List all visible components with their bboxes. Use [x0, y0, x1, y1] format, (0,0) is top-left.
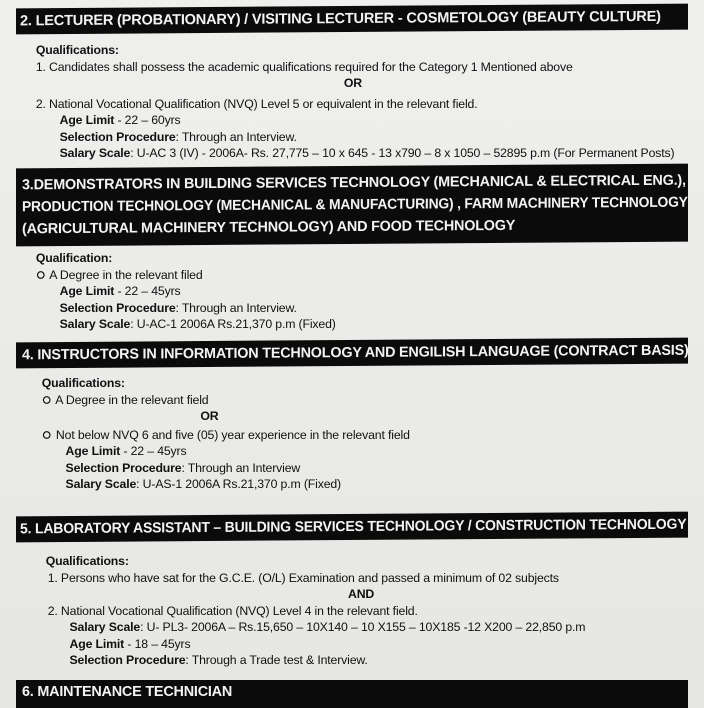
s3-age-label: Age Limit — [59, 284, 115, 298]
s5-sel-label: Selection Procedure — [69, 653, 186, 667]
section-3-header — [16, 164, 688, 247]
s5-age-label: Age Limit — [69, 636, 125, 651]
s4-or-separator: OR — [200, 409, 219, 423]
section-3-title-line-1: 3.DEMONSTRATORS IN BUILDING SERVICES TECHNOLOGY (MECHANICAL & ELECTRICAL ENG.), — [22, 172, 686, 194]
section-3-title-line-2: PRODUCTION TECHNOLOGY (MECHANICAL & MANUFACTURING) , FARM MACHINERY TECHNOLOGY — [22, 194, 688, 216]
s4-sel-label: Selection Procedure — [65, 460, 182, 475]
section-3 — [16, 166, 688, 333]
section-4 — [16, 340, 688, 493]
s5-age-value: - 18 – 45yrs — [124, 636, 191, 651]
s3-bullet-text: A Degree in the relevant filed — [49, 267, 203, 282]
hollow-bullet-icon — [36, 268, 47, 279]
s4-sal-label: Salary Scale — [65, 477, 137, 491]
s3-age-limit — [16, 283, 682, 300]
s4-age-limit — [16, 443, 682, 460]
s5-salary-scale — [16, 619, 682, 636]
s4-bullet-text-2: Not below NVQ 6 and five (05) year experience in the relevant field — [55, 427, 410, 442]
s2-sal-label: Salary Scale — [59, 146, 131, 160]
s3-bullet-item — [16, 267, 682, 284]
s2-salary-scale — [16, 145, 682, 162]
s5-sal-label: Salary Scale — [69, 620, 141, 634]
section-6-header — [16, 680, 688, 708]
s5-age-limit — [16, 636, 682, 653]
section-2-header — [16, 4, 688, 35]
s2-sal-value: : U-AC 3 (IV) - 2006A- Rs. 27,775 – 10 x 645 - 13 x790 – 8 x 1050 – 52895 p.m (For Permanent Posts) — [130, 146, 675, 160]
s3-selection-procedure — [16, 300, 682, 317]
s5-sel-value: : Through a Trade test & Interview. — [185, 653, 368, 667]
section-4-title: 4. INSTRUCTORS IN INFORMATION TECHNOLOGY AND ENGILISH LANGUAGE (CONTRACT BASIS) — [22, 342, 689, 364]
s5-qualifications-title: Qualifications: — [45, 554, 129, 568]
s5-qualification-2: 2. National Vocational Qualification (NVQ) Level 4 in the relevant field. — [47, 603, 418, 618]
section-2 — [16, 6, 688, 162]
s2-age-label: Age Limit — [59, 113, 115, 127]
hollow-bullet-icon — [42, 428, 53, 439]
section-3-title-line-3: (AGRICULTURAL MACHINERY TECHNOLOGY) AND FOOD TECHNOLOGY — [22, 217, 516, 238]
hollow-bullet-icon — [42, 393, 53, 404]
s5-sal-value: : U- PL3- 2006A – Rs.15,650 – 10X140 – 10 X155 – 10X185 -12 X200 – 22,850 p.m — [140, 620, 586, 634]
section-2-title: 2. LECTURER (PROBATIONARY) / VISITING LECTURER - COSMETOLOGY (BEAUTY CULTURE) — [20, 8, 661, 30]
section-4-header — [16, 338, 688, 369]
s3-sel-label: Selection Procedure — [59, 300, 176, 315]
s2-qualification-2: 2. National Vocational Qualification (NVQ) Level 5 or equivalent in the relevant field. — [35, 96, 478, 111]
s4-selection-procedure — [16, 460, 682, 477]
section-5-header — [16, 512, 688, 543]
section-6-title: 6. MAINTENANCE TECHNICIAN — [22, 684, 233, 700]
s2-qualifications-title: Qualifications: — [35, 43, 119, 57]
s4-age-label: Age Limit — [65, 444, 121, 458]
s5-qualification-1: 1. Persons who have sat for the G.C.E. (O/L) Examination and passed a minimum of 02 subjects — [47, 570, 559, 585]
s2-sel-label: Selection Procedure — [59, 129, 176, 144]
s5-and-separator: AND — [347, 587, 375, 601]
s4-bullet-text-1: A Degree in the relevant field — [55, 392, 209, 407]
s2-selection-procedure — [16, 129, 682, 146]
section-5 — [16, 514, 688, 669]
s3-sal-label: Salary Scale — [59, 317, 131, 331]
s3-qualification-title: Qualification: — [35, 251, 113, 265]
s3-age-value: - 22 – 45yrs — [114, 284, 181, 298]
s2-or-separator: OR — [343, 76, 362, 90]
s4-sal-value: : U-AS-1 2006A Rs.21,370 p.m (Fixed) — [136, 477, 342, 491]
s2-age-value: - 22 – 60yrs — [114, 113, 181, 127]
section-5-title: 5. LABORATORY ASSISTANT – BUILDING SERVICES TECHNOLOGY / CONSTRUCTION TECHNOLOGY — [20, 516, 687, 538]
s4-bullet-item-1 — [16, 392, 682, 409]
s4-age-value: - 22 – 45yrs — [120, 444, 187, 458]
s3-sel-value: : Through an Interview. — [175, 300, 297, 315]
s4-sel-value: : Through an Interview — [181, 460, 301, 475]
s4-qualifications-title: Qualifications: — [41, 376, 125, 390]
s3-salary-scale — [16, 316, 682, 333]
s2-age-limit — [16, 112, 682, 129]
s3-sal-value: : U-AC-1 2006A Rs.21,370 p.m (Fixed) — [130, 317, 336, 331]
s2-sel-value: : Through an Interview. — [175, 129, 297, 144]
s4-bullet-item-2 — [16, 427, 682, 444]
s2-qualification-1: 1. Candidates shall possess the academic qualifications required for the Category 1 Mentioned above — [35, 59, 573, 74]
s5-selection-procedure — [16, 652, 682, 669]
s4-salary-scale — [16, 476, 682, 493]
section-6 — [16, 680, 688, 708]
